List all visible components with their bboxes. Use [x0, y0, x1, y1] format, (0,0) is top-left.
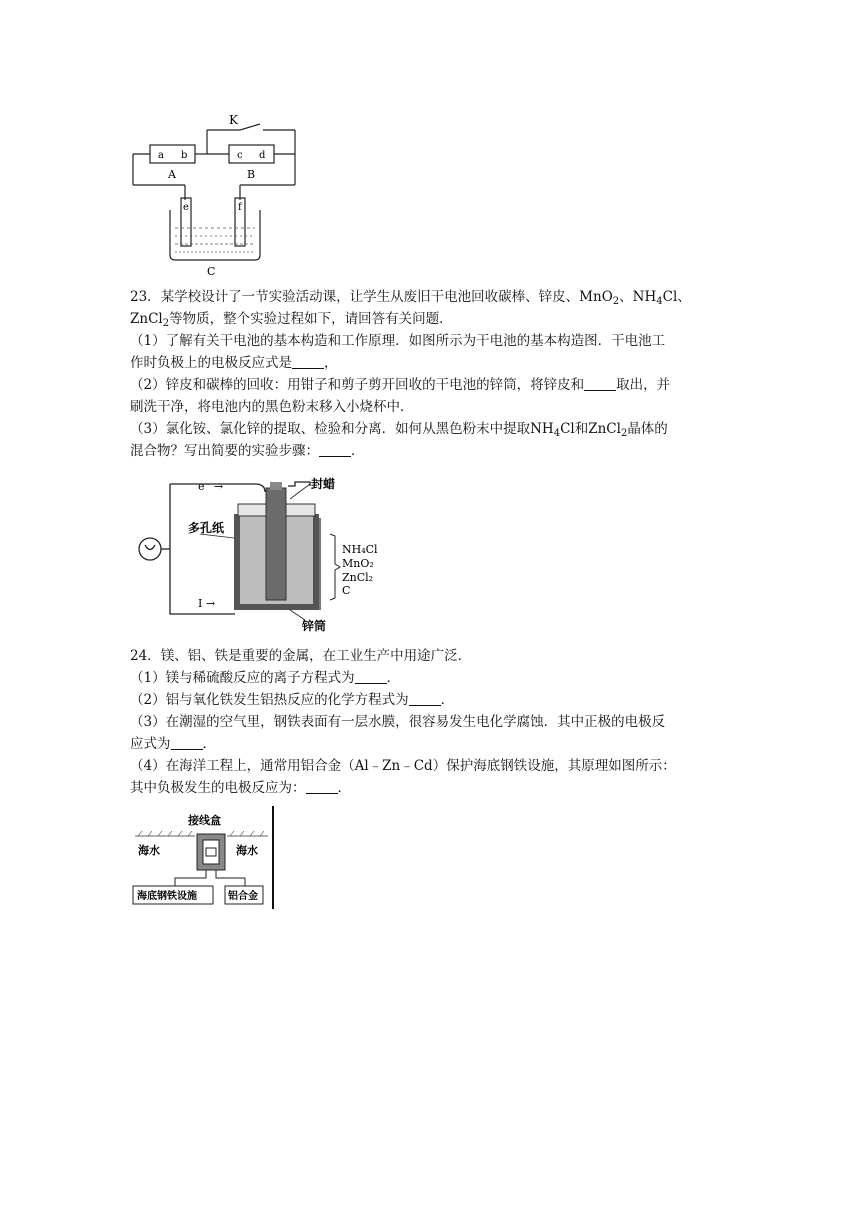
answer-blank	[171, 735, 203, 750]
svg-text:ZnCl₂: ZnCl₂	[342, 571, 374, 584]
answer-blank	[292, 354, 324, 369]
answer-blank	[409, 691, 441, 706]
junction-box-label: 接线盒	[188, 814, 221, 827]
svg-text:e: e	[183, 202, 189, 213]
question-23: 23．某学校设计了一节实验活动课，让学生从废旧干电池回收碳棒、锌皮、MnO$_2$、$NH_4Cl$、 ZnCl$_2$等物质，整个实验过程如下，请回答有关问题． （1）了解有关干电池的基本构造和工作原理．如图所示为干电池的基本构造图．干电池工 作时负极上的电极反应式是 ， （2）锌皮和碳棒的回收：用钳子和剪子剪开回收的干电池的锌筒，将锌皮和 取出，并 刷洗干净，将电池内的黑色粉末移入小烧杯中． （3）氯化铵、氯化锌的提取、检验和分离．如何从黑色粉末中提取$NH_4Cl$和ZnCl$_2$晶体的 混合物？写出简要的实验步骤： ．	[130, 289, 691, 459]
svg-text:f: f	[238, 202, 242, 213]
svg-text:A: A	[168, 168, 176, 181]
corrosion-protection-diagram	[130, 806, 280, 911]
aluminum-alloy-label: 铝合金	[228, 891, 258, 902]
porous-paper-label: 多孔纸	[188, 521, 225, 535]
svg-text:NH₄Cl: NH₄Cl	[342, 543, 378, 556]
svg-text:d: d	[259, 150, 266, 161]
steel-facility-label: 海底钢铁设施	[137, 891, 197, 902]
electron-flow-label: e⁻ →	[198, 480, 224, 493]
answer-blank	[584, 376, 616, 391]
svg-text:b: b	[181, 150, 188, 161]
current-flow-label: I →	[198, 597, 216, 610]
switch-label: K	[229, 113, 238, 127]
svg-text:a: a	[158, 150, 164, 161]
question-24: 24．镁、铝、铁是重要的金属，在工业生产中用途广泛． （1）镁与稀硫酸反应的离子方程式为 ． （2）铝与氧化铁发生铝热反应的化学方程式为 ． （3）在潮湿的空气里，钢铁表面有一层水膜，很容易发生电化学腐蚀．其中正极的电极反 应式为 ． （4）在海洋工程上，通常用铝合金（Al﹣Zn﹣Cd）保护海底钢铁设施，其原理如图所示： 其中负极发生的电极反应为： ．	[130, 648, 676, 796]
answer-blank	[355, 669, 387, 684]
answer-blank	[319, 442, 351, 457]
svg-text:C: C	[342, 584, 351, 597]
answer-blank	[306, 779, 338, 794]
circuit-diagram	[125, 110, 305, 280]
zinc-can-label: 锌筒	[302, 619, 327, 633]
wax-label: 封蜡	[311, 477, 336, 491]
svg-text:海水: 海水	[138, 844, 160, 857]
svg-text:MnO₂: MnO₂	[342, 557, 374, 570]
dry-cell-diagram	[130, 474, 395, 634]
svg-text:c: c	[237, 150, 243, 161]
svg-text:海水: 海水	[236, 844, 258, 857]
svg-text:C: C	[207, 265, 216, 278]
svg-text:B: B	[247, 168, 256, 181]
